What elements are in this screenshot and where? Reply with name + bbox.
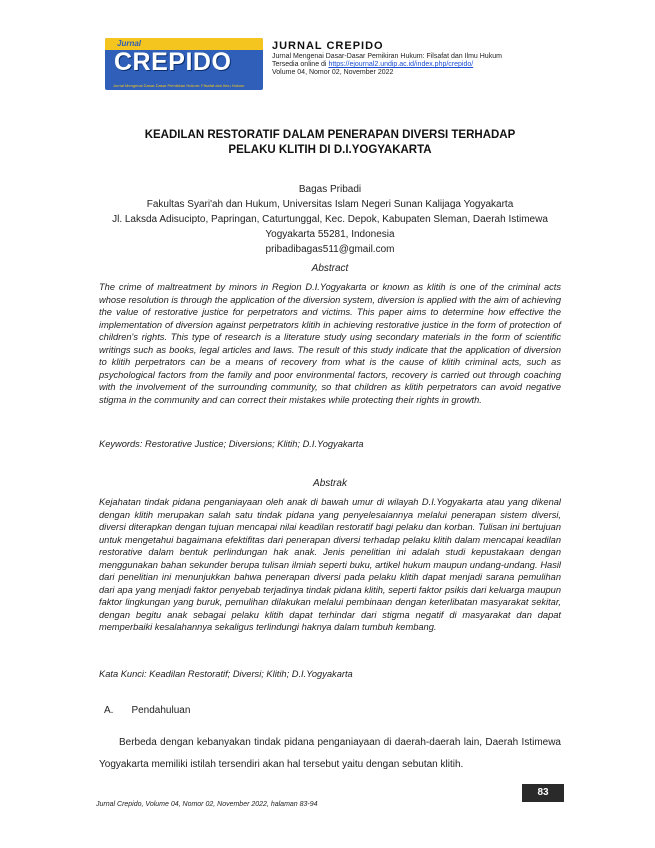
logo-text: CREPIDO — [114, 48, 232, 76]
journal-online — [272, 61, 572, 68]
abstrak-keywords: Kata Kunci: Keadilan Restoratif; Diversi; Klitih; D.I.Yogyakarta — [99, 669, 353, 679]
abstrak-body: Kejahatan tindak pidana penganiayaan oleh anak di bawah umur di wilayah D.I.Yogyakarta atau yang dikenal dengan klitih merupakan salah satu tindak pidana yang penyelesaiannya melalui penerapan sistem diversi, diversi diterapkan dengan tujuan mencapai nilai keadilan restoratif bagi pelaku dan korban. Tulisan ini bertujuan untuk mengetahui bagaimana efektifitas dari penerapan diversi terhadap pelaku klitih dalam mencapai keadilan restorative dalam bentuk perlindungan hak anak. Jenis penelitian ini adalah studi kepustakaan dengan menggunakan bahan sekunder berupa tulisan ilmiah seperti buku, artikel hukum maupun undang-undang. Hasil dari penelitian ini menunjukkan bahwa penerapan diversi pada pelaku klitih dapat menjadi sarana pemulihan dari apa yang menjadi faktor penyebab terjadinya tindak pidana klitih, seperti faktor psikis dari keluarga maupun faktor lingkungan yang buruk, pemulihan dilakukan melalui pembinaan dengan keterlibatan masyarakat sekitar, dengan begitu anak sebagai pelaku klitih dapat terhindar dari stigma negatif di masyarakat dan dapat memperbaiki kesalahannya sekaligus terlindungi haknya dalam tumbuh kembang. — [99, 497, 561, 632]
logo-tagline: Jurnal Mengenai Dasar-Dasar Pemikiran Hukum: Filsafat dan Ilmu Hukum — [113, 83, 245, 88]
section-title: Pendahuluan — [131, 705, 191, 716]
journal-url-link[interactable]: https://ejournal2.undip.ac.id/index.php/crepido/ — [328, 61, 474, 68]
title-line-2: PELAKU KLITIH DI D.I.YOGYAKARTA — [228, 144, 432, 156]
intro-paragraph: Berbeda dengan kebanyakan tindak pidana penganiayaan di daerah-daerah lain, Daerah Istimewa Yogyakarta memiliki istilah tersendiri akan hal tersebut yaitu dengan sebutan klitih. — [99, 737, 561, 770]
section-number: A. — [104, 705, 114, 716]
abstract-keywords: Keywords: Restorative Justice; Diversions; Klitih; D.I.Yogyakarta — [99, 439, 364, 449]
journal-header — [272, 40, 572, 76]
article-title — [95, 128, 565, 158]
journal-description: Jurnal Mengenai Dasar-Dasar Pemikiran Hukum: Filsafat dan Ilmu Hukum — [272, 53, 502, 60]
abstract-heading: Abstract — [311, 263, 349, 274]
journal-title: JURNAL CREPIDO — [272, 40, 384, 52]
author-block — [100, 182, 560, 257]
journal-logo — [105, 38, 263, 90]
author-affiliation: Fakultas Syari'ah dan Hukum, Universitas Islam Negeri Sunan Kalijaga Yogyakarta — [146, 199, 514, 210]
journal-volume: Volume 04, Nomor 02, November 2022 — [272, 69, 394, 76]
author-address: Jl. Laksda Adisucipto, Papringan, Caturtunggal, Kec. Depok, Kabupaten Sleman, Daerah Istimewa Yogyakarta 55281, Indonesia — [112, 214, 548, 240]
footer-citation: Jurnal Crepido, Volume 04, Nomor 02, November 2022, halaman 83-94 — [96, 801, 318, 808]
title-line-1: KEADILAN RESTORATIF DALAM PENERAPAN DIVERSI TERHADAP — [144, 129, 516, 141]
online-prefix: Tersedia online di — [272, 61, 329, 68]
author-name: Bagas Pribadi — [298, 184, 362, 195]
abstract-body: The crime of maltreatment by minors in Region D.I.Yogyakarta or known as klitih is one of the criminal acts whose resolution is through the application of the diversion system, diversion is applied with the aim of achieving the value of restorative justice for perpetrators and victims. This paper aims to determine how effective the implementation of diversion against perpetrators klitih in achieving restorative justice in the form of protection of children's rights. This type of research is a literature study using secondary materials in the form of scientific writings such as books, legal articles and laws. The result of this study indicate that the application of diversion to klitih perpetrators can be a means of recovery from what is the cause of klitih criminal acts, such as psychological factors from the family and poor environmental factors, recovery is carried out through coaching with the involvement of the surrounding community, so that children as klitih perpetrators can avoid negative stigma in the community and can correct their mistakes while protecting their rights in growth. — [99, 282, 561, 405]
logo-small-text: Jurnal — [117, 39, 142, 48]
section-heading-introduction — [104, 705, 190, 716]
page-number: 83 — [522, 784, 564, 802]
abstrak-heading: Abstrak — [313, 478, 347, 489]
author-email: pribadibagas511@gmail.com — [265, 244, 395, 255]
